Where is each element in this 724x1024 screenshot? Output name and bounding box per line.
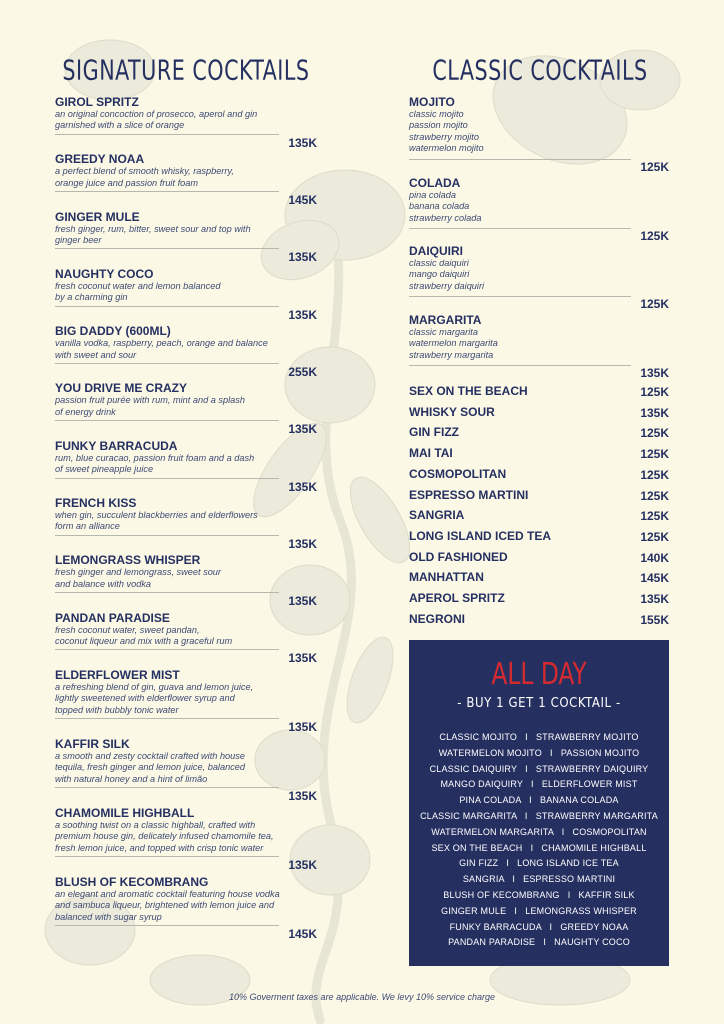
menu-item-name: DAIQUIRI xyxy=(409,244,463,258)
menu-item xyxy=(55,807,317,876)
menu-item xyxy=(409,530,669,546)
menu-item-variant: strawberry colada xyxy=(409,212,482,223)
footer-note: 10% Goverment taxes are applicable. We levy 10% service charge xyxy=(229,992,495,1002)
menu-item xyxy=(409,447,669,463)
menu-item xyxy=(55,325,317,382)
menu-item-price: 145K xyxy=(288,193,317,208)
menu-item xyxy=(55,382,317,439)
divider xyxy=(55,248,279,249)
menu-item xyxy=(55,554,317,611)
menu-item-variant: watermelon margarita xyxy=(409,338,498,349)
menu-item-name: NEGRONI xyxy=(409,611,466,626)
menu-item-description: rum, blue curacao, passion fruit foam and a dash xyxy=(55,452,255,463)
divider xyxy=(55,856,279,857)
divider xyxy=(55,191,279,192)
menu-item-price: 135K xyxy=(288,858,317,873)
menu-item-price: 255K xyxy=(288,364,317,379)
menu-item-price: 125K xyxy=(640,385,669,399)
menu-item xyxy=(409,509,669,525)
menu-item-name: MOJITO xyxy=(409,95,455,109)
menu-item-name: FUNKY BARRACUDA xyxy=(55,438,178,453)
menu-item-variant: classic daiquiri xyxy=(409,258,469,268)
menu-item-variant: strawberry margarita xyxy=(409,349,494,360)
menu-item-description: orange juice and passion fruit foam xyxy=(55,177,199,188)
menu-item-variant: strawberry daiquiri xyxy=(409,280,485,291)
menu-item-name: LONG ISLAND ICED TEA xyxy=(409,528,552,543)
menu-item-price: 140K xyxy=(640,550,669,565)
divider xyxy=(55,925,279,926)
divider xyxy=(55,535,279,536)
menu-item-description: fresh coconut water, sweet pandan, xyxy=(55,624,200,635)
menu-item-description: vanilla vodka, raspberry, peach, orange and balance xyxy=(55,338,268,349)
menu-item-description: a smooth and zesty cocktail crafted with house xyxy=(55,750,245,761)
menu-item-variant: classic mojito xyxy=(409,109,464,119)
divider xyxy=(55,363,279,364)
menu-item-description: by a charming gin xyxy=(55,292,128,303)
menu-item-name: SANGRIA xyxy=(409,508,465,523)
menu-item-price: 155K xyxy=(640,612,669,627)
menu-item xyxy=(409,244,669,312)
menu-item xyxy=(409,406,669,422)
menu-item-price: 135K xyxy=(640,366,669,381)
menu-item-name: GIN FIZZ xyxy=(409,425,459,440)
menu-item-price: 145K xyxy=(288,927,317,942)
menu-item-description: fresh ginger and lemongrass, sweet sour xyxy=(55,567,221,578)
menu-item-price: 145K xyxy=(640,571,669,586)
menu-item-description: garnished with a slice of orange xyxy=(55,120,185,131)
menu-item xyxy=(409,426,669,442)
menu-item-variant: strawberry mojito xyxy=(409,131,479,142)
menu-item xyxy=(55,612,317,669)
menu-item-description: and sambuca liqueur, brightened with lemon juice and xyxy=(55,900,275,911)
menu-item-name: GREEDY NOAA xyxy=(55,152,145,167)
menu-item-variant: passion mojito xyxy=(409,120,468,131)
menu-item-price: 135K xyxy=(288,307,317,322)
promo-line: WATERMELON MOJITO I PASSION MOJITO xyxy=(438,747,640,758)
menu-item-price: 125K xyxy=(640,529,669,544)
divider xyxy=(409,296,631,297)
menu-item-description: and balance with vodka xyxy=(55,578,152,589)
menu-item-variant: mango daiquiri xyxy=(409,269,470,280)
menu-item-name: ESPRESSO MARTINI xyxy=(409,487,529,502)
menu-item-price: 135K xyxy=(288,479,317,494)
promo-line: GINGER MULE I LEMONGRASS WHISPER xyxy=(441,905,637,916)
menu-item-name: ELDERFLOWER MIST xyxy=(55,667,180,682)
menu-item xyxy=(409,571,669,587)
menu-item xyxy=(55,497,317,554)
menu-item-price: 135K xyxy=(288,250,317,265)
classic-title: CLASSIC COCKTAILS xyxy=(432,55,648,87)
menu-item xyxy=(55,96,317,153)
menu-item-price: 135K xyxy=(288,536,317,551)
menu-item xyxy=(409,385,669,401)
divider xyxy=(55,592,279,593)
menu-item-description: an original concoction of prosecco, aperol and gin xyxy=(55,109,258,119)
menu-item-variant: watermelon mojito xyxy=(409,143,484,154)
promo-line: GIN FIZZ I LONG ISLAND ICE TEA xyxy=(459,858,619,869)
menu-item-price: 125K xyxy=(640,447,669,462)
promo-subtitle: - BUY 1 GET 1 COCKTAIL - xyxy=(457,696,621,711)
menu-item-name: BIG DADDY (600ML) xyxy=(55,324,171,339)
menu-item-description: fresh lemon juice, and topped with crisp tonic water xyxy=(55,842,264,853)
menu-item-price: 135K xyxy=(640,592,669,606)
menu-item-price: 125K xyxy=(640,426,669,441)
promo-title: ALL DAY xyxy=(491,657,587,693)
menu-item-description: topped with bubbly tonic water xyxy=(55,704,179,715)
menu-item-price: 125K xyxy=(640,159,669,174)
promo-line: CLASSIC DAIQUIRY I STRAWBERRY DAIQUIRY xyxy=(429,763,649,774)
menu-item xyxy=(409,95,669,174)
menu-item-name: YOU DRIVE ME CRAZY xyxy=(55,381,188,396)
menu-item-price: 135K xyxy=(288,720,317,735)
menu-item-price: 135K xyxy=(288,651,317,666)
menu-item-description: premium house gin, delicately infused chamomile tea, xyxy=(55,831,274,842)
promo-line: PINA COLADA I BANANA COLADA xyxy=(459,795,619,806)
menu-item xyxy=(409,313,669,381)
divider xyxy=(55,134,279,135)
classic-section xyxy=(409,52,671,96)
menu-item xyxy=(409,551,669,567)
menu-item-name: OLD FASHIONED xyxy=(409,549,508,564)
menu-item-variant: classic margarita xyxy=(409,327,478,337)
menu-item-name: GINGER MULE xyxy=(55,209,140,224)
menu-item xyxy=(409,468,669,484)
menu-item xyxy=(55,669,317,738)
menu-item-name: BLUSH OF KECOMBRANG xyxy=(55,874,209,889)
menu-item-price: 135K xyxy=(288,594,317,609)
menu-item-name: SEX ON THE BEACH xyxy=(409,384,528,398)
menu-item-name: MAI TAI xyxy=(409,446,453,461)
menu-item xyxy=(55,153,317,210)
promo-line: CLASSIC MOJITO I STRAWBERRY MOJITO xyxy=(439,732,639,742)
promo-line: FUNKY BARRACUDA I GREEDY NOAA xyxy=(449,921,629,932)
menu-item-description: when gin, succulent blackberries and elderflowers xyxy=(55,510,258,521)
menu-item-price: 125K xyxy=(640,467,669,482)
divider xyxy=(55,718,279,719)
signature-title: SIGNATURE COCKTAILS xyxy=(62,55,310,87)
divider xyxy=(55,787,279,788)
menu-item-description: lightly sweetened with elderflower syrup and xyxy=(55,693,235,704)
menu-item-description: an elegant and aromatic cocktail featuring house vodka xyxy=(55,888,280,899)
menu-item-name: CHAMOMILE HIGHBALL xyxy=(55,805,195,820)
promo-box xyxy=(409,640,669,966)
menu-item-description: with sweet and sour xyxy=(55,349,137,360)
menu-item-name: GIROL SPRITZ xyxy=(55,95,139,109)
menu-item-price: 125K xyxy=(640,297,669,312)
menu-item-description: a soothing twist on a classic highball, crafted with xyxy=(55,819,256,830)
divider xyxy=(55,420,279,421)
menu-item-price: 125K xyxy=(640,509,669,524)
menu-item-name: COLADA xyxy=(409,176,461,190)
divider xyxy=(409,365,631,366)
promo-line: SANGRIA I ESPRESSO MARTINI xyxy=(462,874,616,885)
menu-item-variant: pina colada xyxy=(409,190,456,200)
menu-item-price: 135K xyxy=(288,135,317,150)
menu-item xyxy=(55,876,317,945)
signature-list xyxy=(55,96,317,945)
divider xyxy=(409,228,631,229)
promo-line: SEX ON THE BEACH I CHAMOMILE HIGHBALL xyxy=(431,842,647,853)
menu-item-name: KAFFIR SILK xyxy=(55,736,130,751)
menu-item-description: a perfect blend of smooth whisky, raspberry, xyxy=(55,166,234,177)
menu-item-price: 135K xyxy=(640,405,669,420)
menu-item-name: MANHATTAN xyxy=(409,570,484,585)
menu-item-price: 135K xyxy=(288,789,317,804)
menu-item-description: of energy drink xyxy=(55,406,116,417)
menu-item-name: PANDAN PARADISE xyxy=(55,610,170,625)
menu-item xyxy=(409,592,669,608)
menu-item-price: 125K xyxy=(640,229,669,244)
menu-item-name: FRENCH KISS xyxy=(55,496,137,511)
menu-item xyxy=(55,440,317,497)
menu-item-description: coconut liqueur and mix with a graceful rum xyxy=(55,636,233,647)
menu-item-description: a refreshing blend of gin, guava and lemon juice, xyxy=(55,681,254,692)
menu-item-description: form an alliance xyxy=(55,521,120,532)
menu-item-description: of sweet pineapple juice xyxy=(55,464,154,475)
promo-line: PANDAN PARADISE I NAUGHTY COCO xyxy=(448,937,630,948)
menu-item xyxy=(55,738,317,807)
promo-line: WATERMELON MARGARITA I COSMOPOLITAN xyxy=(431,826,647,837)
menu-item xyxy=(55,211,317,268)
menu-item-description: tequila, fresh ginger and lemon juice, balanced xyxy=(55,762,245,773)
menu-item-price: 125K xyxy=(640,488,669,503)
promo-line: CLASSIC MARGARITA I STRAWBERRY MARGARITA xyxy=(420,810,658,821)
promo-list xyxy=(409,730,669,951)
menu-item-description: fresh coconut water and lemon balanced xyxy=(55,280,221,291)
menu-item xyxy=(409,489,669,505)
menu-item-name: MARGARITA xyxy=(409,313,482,327)
menu-item-name: COSMOPOLITAN xyxy=(409,466,507,481)
signature-section xyxy=(55,52,317,945)
promo-line: BLUSH OF KECOMBRANG I KAFFIR SILK xyxy=(443,889,635,900)
menu-item-description: balanced with sugar syrup xyxy=(55,911,162,922)
menu-item-name: WHISKY SOUR xyxy=(409,404,495,419)
menu-item-variant: banana colada xyxy=(409,201,470,212)
divider xyxy=(55,649,279,650)
menu-item-description: fresh ginger, rum, bitter, sweet sour and top with xyxy=(55,223,251,234)
promo-line: MANGO DAIQUIRY I ELDERFLOWER MIST xyxy=(440,779,638,790)
menu-item-name: APEROL SPRITZ xyxy=(409,591,505,605)
menu-item xyxy=(409,613,669,629)
menu-item-name: LEMONGRASS WHISPER xyxy=(55,553,201,568)
menu-item-description: passion fruit purée with rum, mint and a splash xyxy=(55,395,245,406)
menu-item-description: ginger beer xyxy=(55,235,102,245)
menu-item-name: NAUGHTY COCO xyxy=(55,266,154,281)
menu-item xyxy=(409,176,669,244)
divider xyxy=(55,306,279,307)
menu-item-description: with natural honey and a hint of limão xyxy=(55,773,208,784)
divider xyxy=(409,159,631,160)
menu-item xyxy=(55,268,317,325)
divider xyxy=(55,478,279,479)
menu-item-price: 135K xyxy=(288,422,317,437)
